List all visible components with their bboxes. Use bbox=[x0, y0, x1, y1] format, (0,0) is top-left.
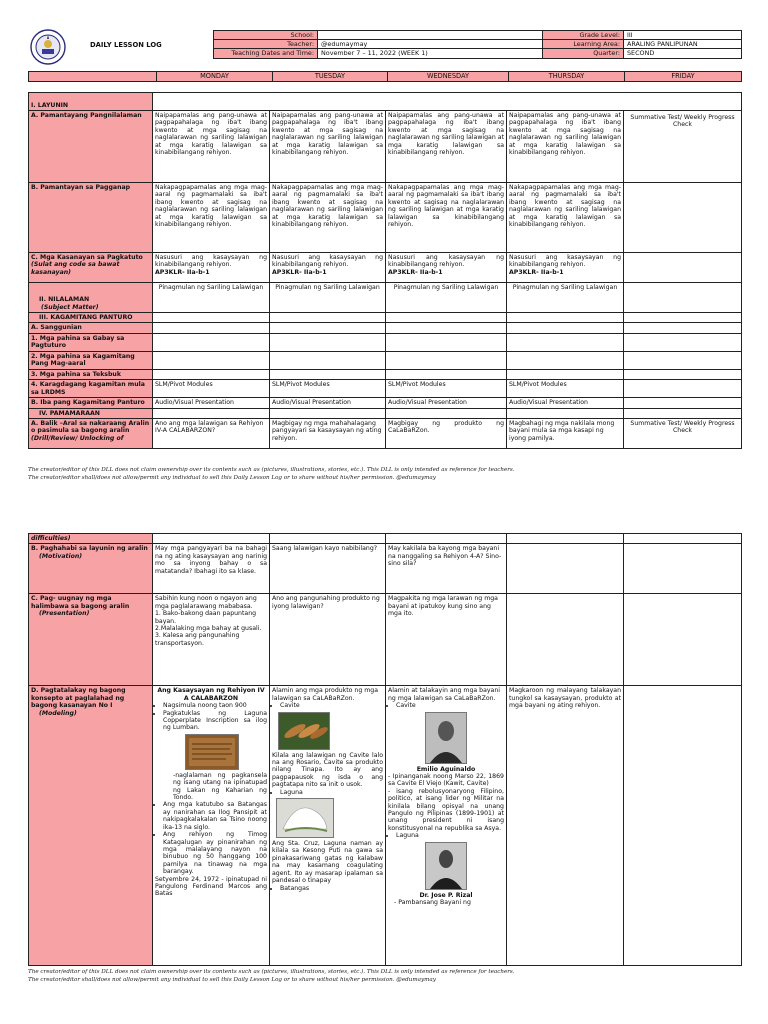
b-friday bbox=[624, 183, 742, 253]
nilalaman-tuesday: Pinagmulan ng Sariling Lalawigan bbox=[270, 283, 386, 313]
gabay-wednesday bbox=[386, 333, 507, 351]
dll-table-page1 bbox=[28, 92, 742, 449]
mag-aaral-monday bbox=[153, 351, 270, 369]
modeling-tuesday bbox=[270, 686, 386, 966]
dll-table-page2 bbox=[28, 533, 742, 966]
emilio-aguinaldo-portrait bbox=[425, 712, 467, 764]
modeling-wednesday bbox=[386, 686, 507, 966]
sanggunian-wednesday bbox=[386, 323, 507, 333]
day-friday: FRIDAY bbox=[625, 72, 742, 82]
deped-seal-logo bbox=[30, 29, 66, 65]
b-thursday: Nakapagpapamalas ang mga mag-aaral ng pagmamalaki sa iba't ibang kwento at sagisag na naglalarawan ng sariling lalawigan at mga karatig lalawigan sa kinabibilangang rehiyon. bbox=[507, 183, 624, 253]
bayani-name-rizal: Dr. Jose P. Rizal bbox=[419, 891, 473, 899]
b-tuesday: Nakapagpapamalas ang mga mag-aaral ng pagmamalaki sa iba't ibang kwento at sagisag na naglalarawan ng sariling lalawigan at mga karatig lalawigan sa kinabibilangang rehiyon. bbox=[270, 183, 386, 253]
lrdms-friday bbox=[624, 380, 742, 398]
kasaysayan-item: • Nagsimula noong taon 900 bbox=[163, 702, 267, 709]
footer-disclaimer-1 bbox=[28, 467, 748, 483]
kasaysayan-list bbox=[155, 702, 267, 732]
area-value: ARALING PANLIPUNAN bbox=[624, 40, 742, 49]
c-tuesday-code: AP3KLR- IIa-b-1 bbox=[272, 268, 327, 276]
c-wednesday-text: Nasusuri ang kasaysayan ng kinabibilangang rehiyon. bbox=[388, 254, 504, 269]
c-thursday bbox=[507, 253, 624, 283]
school-label: School: bbox=[214, 31, 318, 40]
rizal-desc: - Pambansang Bayani ng bbox=[394, 899, 471, 907]
mag-aaral-friday bbox=[624, 351, 742, 369]
copperplate-caption: -naglalaman ng pagkansela ng isang utang na ipinatupad ng Lakan ng Kaharian ng Tondo. bbox=[173, 771, 267, 802]
paghahabi-title: B. Paghahabi sa layunin ng aralin bbox=[31, 545, 148, 553]
presentation-item-3: 3. Kalesa ang pangunahing transportasyon. bbox=[155, 632, 240, 647]
teksbuk-friday bbox=[624, 369, 742, 379]
sanggunian-label: A. Sanggunian bbox=[29, 323, 153, 333]
gabay-tuesday bbox=[270, 333, 386, 351]
bayani-intro: Alamin at talakayin ang mga bayani ng mga lalawigan sa CaLaBaRZon. bbox=[388, 687, 500, 702]
a-friday: Summative Test/ Weekly Progress Check bbox=[624, 111, 742, 183]
c-thursday-text: Nasusuri ang kasaysayan ng kinabibilangang rehiyon. bbox=[509, 254, 621, 269]
produkto-laguna-label: • Laguna bbox=[280, 789, 383, 796]
day-thursday: THURSDAY bbox=[509, 72, 625, 82]
iba-monday: Audio/Visual Presentation bbox=[153, 398, 270, 408]
balik-friday: Summative Test/ Weekly Progress Check bbox=[624, 419, 742, 449]
copperplate-image bbox=[185, 734, 239, 770]
iba-wednesday: Audio/Visual Presentation bbox=[386, 398, 507, 408]
school-value bbox=[318, 31, 543, 40]
mag-aaral-wednesday bbox=[386, 351, 507, 369]
dll-title: DAILY LESSON LOG bbox=[90, 41, 162, 49]
pamamaraan-label: IV. PAMAMARAAN bbox=[29, 408, 153, 418]
c-monday-text: Nasusuri ang kasaysayan ng kinabibilangang rehiyon. bbox=[155, 254, 267, 269]
a-tuesday: Naipapamalas ang pang-unawa at pagpapahalaga ng iba't ibang kwento at mga sagisag na naglalarawan ng sariling lalawigan at mga karatig lalawigan sa kinabibilangang rehiyon. bbox=[270, 111, 386, 183]
pagtatalakay-sub: (Modeling) bbox=[39, 709, 77, 717]
pamantayan-sa-pagganap-label: B. Pamantayan sa Pagganap bbox=[29, 183, 153, 253]
pamamaraan-thursday bbox=[507, 408, 624, 418]
produkto-batangas-label: • Batangas bbox=[280, 885, 383, 892]
paguugnay-label bbox=[29, 594, 153, 686]
kasaysayan-item: • Ang mga katutubo sa Batangas ay nanirahan sa Ilog Pansipit at nakipagkalakalan sa Tsino noong ika-13 na siglo. bbox=[163, 801, 267, 831]
mag-aaral-tuesday bbox=[270, 351, 386, 369]
dates-value: November 7 – 11, 2022 (WEEK 1) bbox=[318, 49, 543, 58]
b-monday: Nakapagpapamalas ang mga mag-aaral ng pagmamalaki sa iba't ibang kwento at sagisag na naglalarawan ng sariling lalawigan at mga karatig lalawigan sa kinabibilangang rehiyon. bbox=[153, 183, 270, 253]
day-header-row bbox=[28, 71, 742, 82]
c-wednesday-code: AP3KLR- IIa-b-1 bbox=[388, 268, 443, 276]
teksbuk-tuesday bbox=[270, 369, 386, 379]
kasaysayan-item: • Pagkatuklas ng Laguna Copperplate Inscription sa ilog ng Lumban. bbox=[163, 710, 267, 732]
footer-line-1: The creator/editor of this DLL does not claim ownership over its contents such as (pictures, illustrations, stories, etc.). This DLL is only intended as reference for teachers. bbox=[28, 467, 515, 473]
kasaysayan-setyembre: Setyembre 24, 1972 - ipinatupad ni Pangulong Ferdinand Marcos ang Batas bbox=[155, 875, 267, 898]
area-label: Learning Area: bbox=[543, 40, 624, 49]
c-friday bbox=[624, 253, 742, 283]
nilalaman-sub: (Subject Matter) bbox=[41, 303, 99, 311]
presentation-thursday bbox=[507, 594, 624, 686]
sanggunian-tuesday bbox=[270, 323, 386, 333]
dates-label: Teaching Dates and Time: bbox=[214, 49, 318, 58]
jose-rizal-portrait bbox=[425, 842, 467, 890]
lrdms-wednesday: SLM/Pivot Modules bbox=[386, 380, 507, 398]
kasaysayan-title: Ang Kasaysayan ng Rehiyon IV A CALABARZON bbox=[157, 687, 265, 702]
presentation-intro: Sabihin kung noon o ngayon ang mga paglalarawang mababasa. bbox=[155, 595, 257, 610]
sanggunian-monday bbox=[153, 323, 270, 333]
modeling-thursday: Magkaroon ng malayang talakayan tungkol sa kasaysayan, produkto at mga bayani ng ating rehiyon. bbox=[507, 686, 624, 966]
grade-label: Grade Level: bbox=[543, 31, 624, 40]
tinapa-image bbox=[278, 712, 330, 750]
paguugnay-title: C. Pag- uugnay ng mga halimbawa sa bagong aralin bbox=[31, 595, 130, 610]
sanggunian-friday bbox=[624, 323, 742, 333]
nilalaman-thursday: Pinagmulan ng Sariling Lalawigan bbox=[507, 283, 624, 313]
kesong-puti-image bbox=[276, 798, 334, 838]
bayani-laguna-label: • Laguna bbox=[396, 832, 504, 839]
lrdms-thursday: SLM/Pivot Modules bbox=[507, 380, 624, 398]
c-monday bbox=[153, 253, 270, 283]
produkto-batangas bbox=[272, 885, 383, 892]
diff-thursday bbox=[507, 534, 624, 544]
layunin-blank bbox=[153, 93, 742, 111]
kasanayan-sub: (Sulat ang code sa bawat kasanayan) bbox=[31, 261, 120, 276]
c-tuesday-text: Nasusuri ang kasaysayan ng kinabibilangang rehiyon. bbox=[272, 254, 383, 269]
pagtatalakay-title: D. Pagtatalakay ng bagong konsepto at paglalahad ng bagong kasanayan No I bbox=[31, 687, 126, 710]
motivation-monday: May mga pangyayari ba na bahagi na ng ating kasaysayan ang narinig mo sa inyong bahay o sa matatanda? Ibahagi ito sa klase. bbox=[153, 544, 270, 594]
kasanayan-title: C. Mga Kasanayan sa Pagkatuto bbox=[31, 254, 143, 261]
produkto-cavite bbox=[272, 702, 383, 709]
a-monday: Naipapamalas ang pang-unawa at pagpapahalaga ng iba't ibang kwento at mga sagisag na naglalarawan ng sariling lalawigan at mga karatig lalawigan sa kinabibilangang rehiyon. bbox=[153, 111, 270, 183]
presentation-monday bbox=[153, 594, 270, 686]
diff-wednesday bbox=[386, 534, 507, 544]
pamamaraan-wednesday bbox=[386, 408, 507, 418]
kagamitang-mag-aaral-label: 2. Mga pahina sa Kagamitang Pang Mag-aaral bbox=[29, 351, 153, 369]
teksbuk-monday bbox=[153, 369, 270, 379]
day-monday: MONDAY bbox=[157, 72, 273, 82]
produkto-cavite-text: Kilala ang lalawigan ng Cavite lalo na ang Rosario, Cavite sa produkto nilang Tinapa. Ito ay ang pagpapausok ng isda o ang pagtatapa nito sa init o usok. bbox=[272, 751, 383, 789]
kagamitan-monday bbox=[153, 313, 270, 323]
modeling-friday bbox=[624, 686, 742, 966]
balik-monday: Ano ang mga lalawigan sa Rehiyon IV-A CALABARZON? bbox=[153, 419, 270, 449]
kagamitan-wednesday bbox=[386, 313, 507, 323]
balik-aral-label bbox=[29, 419, 153, 449]
day-wednesday: WEDNESDAY bbox=[388, 72, 509, 82]
produkto-intro: Alamin ang mga produkto ng mga lalawigan sa CaLABaRZon. bbox=[272, 687, 378, 702]
presentation-friday bbox=[624, 594, 742, 686]
layunin-heading: I. LAYUNIN bbox=[29, 93, 153, 111]
bayani-cavite bbox=[388, 702, 504, 709]
paghahabi-label bbox=[29, 544, 153, 594]
sanggunian-thursday bbox=[507, 323, 624, 333]
presentation-wednesday: Magpakita ng mga larawan ng mga bayani at ipatukoy kung sino ang mga ito. bbox=[386, 594, 507, 686]
modeling-monday bbox=[153, 686, 270, 966]
bayani-name-aguinaldo: Emilio Aguinaldo bbox=[416, 765, 476, 773]
balik-aral-title: A. Balik –Aral sa nakaraang Aralin o pasimula sa bagong aralin bbox=[31, 420, 150, 435]
gabay-friday bbox=[624, 333, 742, 351]
day-header-blank bbox=[29, 72, 157, 82]
day-tuesday: TUESDAY bbox=[273, 72, 388, 82]
difficulties-label: difficulties) bbox=[29, 534, 153, 544]
pagtatalakay-label bbox=[29, 686, 153, 966]
balik-wednesday: Magbigay ng produkto ng CaLaBaRZon. bbox=[386, 419, 507, 449]
motivation-wednesday: May kakilala ba kayong mga bayani na nanggaling sa Rehiyon 4-A? Sino-sino sila? bbox=[386, 544, 507, 594]
grade-value: III bbox=[624, 31, 742, 40]
pamamaraan-tuesday bbox=[270, 408, 386, 418]
nilalaman-wednesday: Pinagmulan ng Sariling Lalawigan bbox=[386, 283, 507, 313]
iba-pang-kagamitan-label: B. Iba pang Kagamitang Panturo bbox=[29, 398, 153, 408]
kasaysayan-item: • Ang rehiyon ng Timog Katagalugan ay pinanirahan ng mga malalayang nayon na binubuo ng 50 hanggang 100 pamilya na tinawag na mga barangay. bbox=[163, 831, 267, 875]
b-wednesday: Nakapagpapamalas ang mga mag-aaral ng pagmamalaki sa iba't ibang kwento at sagisag na naglalarawan ng sariling lalawigan at mga karatig lalawigan sa kinabibilangang rehiyon. bbox=[386, 183, 507, 253]
diff-friday bbox=[624, 534, 742, 544]
diff-tuesday bbox=[270, 534, 386, 544]
teksbuk-label: 3. Mga pahina sa Teksbuk bbox=[29, 369, 153, 379]
teacher-label: Teacher: bbox=[214, 40, 318, 49]
balik-tuesday: Magbigay ng mga mahahalagang pangyayari sa kasaysayan ng ating rehiyon. bbox=[270, 419, 386, 449]
lrdms-monday: SLM/Pivot Modules bbox=[153, 380, 270, 398]
nilalaman-friday bbox=[624, 283, 742, 313]
paguugnay-sub: (Presentation) bbox=[39, 610, 90, 618]
bayani-laguna bbox=[388, 832, 504, 839]
motivation-tuesday: Saang lalawigan kayo nabibilang? bbox=[270, 544, 386, 594]
c-monday-code: AP3KLR- IIa-b-1 bbox=[155, 268, 210, 276]
footer-line-2: The creator/editor shall/does not allow/permit any individual to sell this Daily Lesson Log or to share without his/her permission. @edumaymay bbox=[28, 474, 436, 481]
iba-tuesday: Audio/Visual Presentation bbox=[270, 398, 386, 408]
motivation-thursday bbox=[507, 544, 624, 594]
aguinaldo-desc-2: - isang rebolusyonaryong Filipino, politico, at isang lider ng Militar na kinilala bilang opisyal na unang Pangulo ng Pilipinas (1899-1901) at unang president ni isang konstitusyonal na republika sa Asya. bbox=[388, 787, 504, 832]
a-thursday: Naipapamalas ang pang-unawa at pagpapahalaga ng iba't ibang kwento at mga sagisag na naglalarawan ng sariling lalawigan at mga karatig lalawigan sa kinabibilangang rehiyon. bbox=[507, 111, 624, 183]
iba-thursday: Audio/Visual Presentation bbox=[507, 398, 624, 408]
lrdms-label: 4. Karagdagang kagamitan mula sa LRDMS bbox=[29, 380, 153, 398]
c-tuesday bbox=[270, 253, 386, 283]
footer-line-1: The creator/editor of this DLL does not claim ownership over its contents such as (pictures, illustrations, stories, etc.). This DLL is only intended as reference for teachers. bbox=[28, 969, 515, 975]
paghahabi-sub: (Motivation) bbox=[39, 552, 83, 560]
pamamaraan-monday bbox=[153, 408, 270, 418]
kasaysayan-list-2 bbox=[155, 801, 267, 875]
produkto-cavite-label: • Cavite bbox=[280, 702, 383, 709]
kagamitan-friday bbox=[624, 313, 742, 323]
quarter-value: SECOND bbox=[624, 49, 742, 58]
produkto-laguna bbox=[272, 789, 383, 796]
kasanayan-label bbox=[29, 253, 153, 283]
gabay-monday bbox=[153, 333, 270, 351]
bayani-cavite-label: • Cavite bbox=[396, 702, 504, 709]
balik-aral-sub: (Drill/Review/ Unlocking of bbox=[31, 434, 124, 442]
c-wednesday bbox=[386, 253, 507, 283]
mag-aaral-thursday bbox=[507, 351, 624, 369]
lrdms-tuesday: SLM/Pivot Modules bbox=[270, 380, 386, 398]
teksbuk-thursday bbox=[507, 369, 624, 379]
gabay-label: 1. Mga pahina sa Gabay sa Pagtuturo bbox=[29, 333, 153, 351]
produkto-laguna-text: Ang Sta. Cruz, Laguna naman ay kilala sa Kesong Puti na gawa sa pinakasariwang gatas ng kalabaw na may kasamang coagulating agent. Ito ay masarap ipalaman sa pandesal o tinapay bbox=[272, 840, 383, 885]
presentation-item-2: 2.Malalaking mga bahay at gusali. bbox=[155, 625, 262, 633]
presentation-item-1: 1. Bako-bakong daan papuntang bayan. bbox=[155, 610, 257, 625]
kagamitan-tuesday bbox=[270, 313, 386, 323]
aguinaldo-desc-1: - Ipinanganak noong Marso 22, 1869 sa Cavite El Viejo (Kawit, Cavite) bbox=[388, 773, 504, 788]
header-info-right bbox=[542, 30, 742, 59]
nilalaman-title: II. NILALAMAN bbox=[39, 296, 90, 304]
diff-monday bbox=[153, 534, 270, 544]
nilalaman-monday: Pinagmulan ng Sariling Lalawigan bbox=[153, 283, 270, 313]
footer-line-2: The creator/editor shall/does not allow/permit any individual to sell this Daily Lesson Log or to share without his/her permission. @edumaymay bbox=[28, 976, 436, 983]
c-thursday-code: AP3KLR- IIa-b-1 bbox=[509, 268, 564, 276]
teksbuk-wednesday bbox=[386, 369, 507, 379]
motivation-friday bbox=[624, 544, 742, 594]
header-info-left bbox=[213, 30, 543, 59]
balik-thursday: Magbahagi ng mga nakilala mong bayani mula sa mga kasapi ng iyong pamilya. bbox=[507, 419, 624, 449]
nilalaman-label bbox=[29, 283, 153, 313]
teacher-value: @edumaymay bbox=[318, 40, 543, 49]
kagamitan-thursday bbox=[507, 313, 624, 323]
pamamaraan-friday bbox=[624, 408, 742, 418]
presentation-tuesday: Ano ang pangunahing produkto ng iyong lalawigan? bbox=[270, 594, 386, 686]
iba-friday bbox=[624, 398, 742, 408]
kagamitan-label: III. KAGAMITANG PANTURO bbox=[29, 313, 153, 323]
a-wednesday: Naipapamalas ang pang-unawa at pagpapahalaga ng iba't ibang kwento at mga sagisag na naglalarawan ng sariling lalawigan at mga karatig lalawigan sa kinabibilangang rehiyon. bbox=[386, 111, 507, 183]
footer-disclaimer-2 bbox=[28, 969, 748, 985]
quarter-label: Quarter: bbox=[543, 49, 624, 58]
pamantayang-pangnilalaman-label: A. Pamantayang Pangnilalaman bbox=[29, 111, 153, 183]
gabay-thursday bbox=[507, 333, 624, 351]
